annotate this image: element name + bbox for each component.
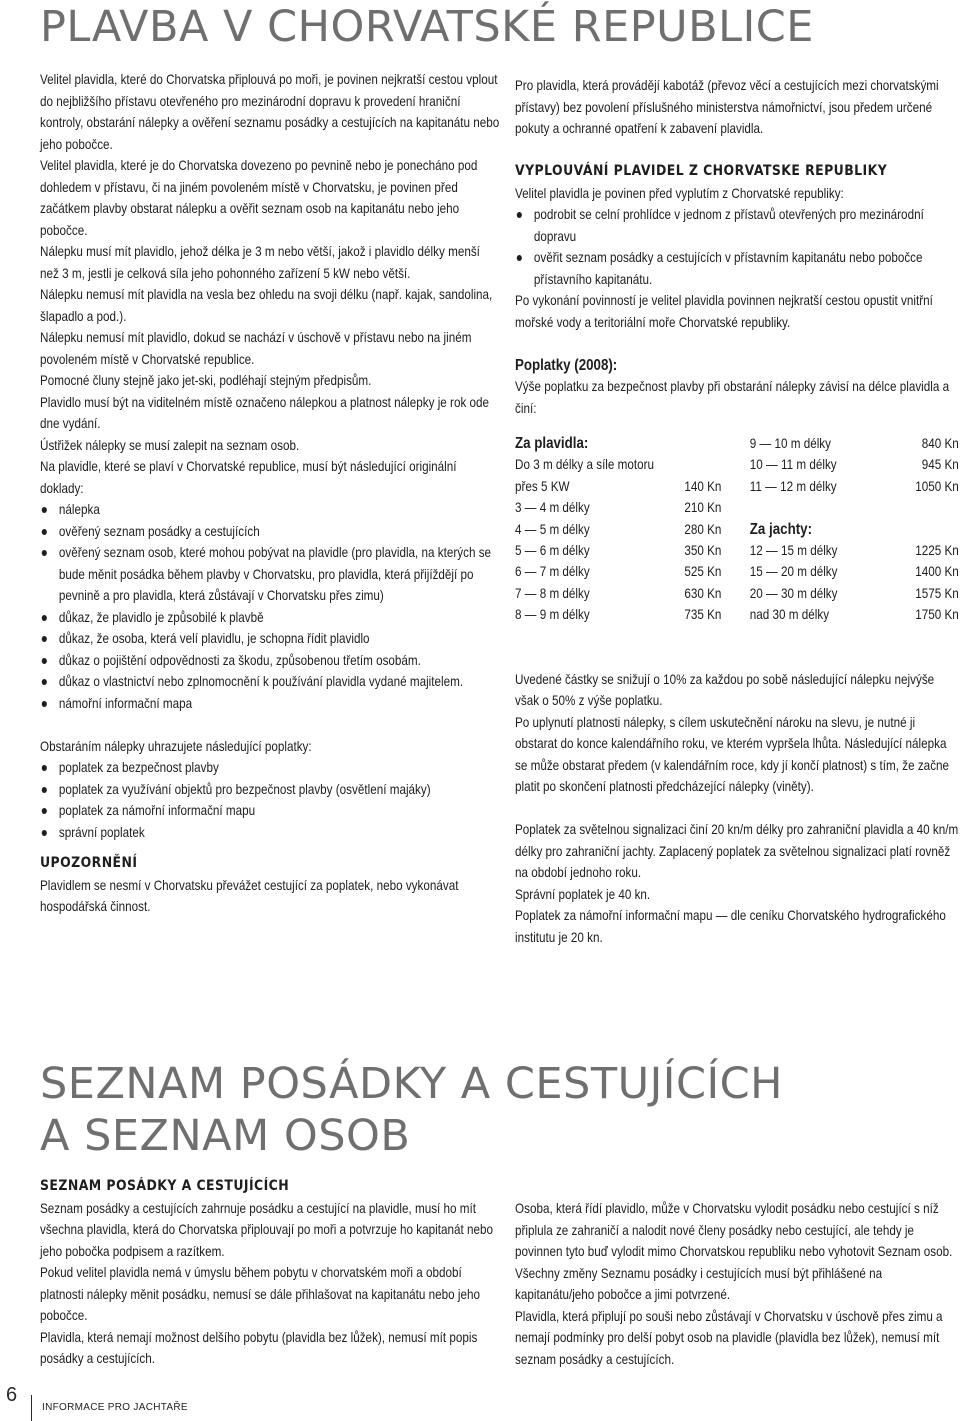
table-cell: 1400 Kn xyxy=(915,564,959,580)
light-signal-paragraph: Poplatek za světelnou signalizaci činí 20 kn/m délky pro zahraniční plavidla a 40 kn/m délky pro zahraniční jachty. Zaplacený poplatek za světelnou signalizaci platí rovněž na období jednoho roku. xyxy=(515,822,959,881)
overland-paragraph: Velitel plavidla, které je do Chorvatska dovezeno po pevnině nebo je ponecháno pod dohledem v přístavu, či na jiném povoleném místě v Chorvatsku, je povinen před začátkem plavby obstarat nálepku a ověřit seznam osob na kapitanátu nebo jeho pobočce. xyxy=(40,158,478,238)
crew-paragraph: Seznam posádky a cestujících zahrnuje posádku a cestující na plavidle, musí ho mít všechna plavidla, která do Chorvatska připlouvají po moři a potvrzuje ho kapitanát nebo jeho pobočka podpisem a razítkem. xyxy=(40,1200,493,1259)
departure-after: Po vykonání povinností je velitel plavidla povinnen nejkratší cestou opustit vnitřní mořské vody a teritoriální moře Chorvatské republiky. xyxy=(515,293,933,330)
crew-paragraph: Pokud velitel plavidla nemá v úmyslu během pobytu v chorvatském moři a období platnosti nálepky měnit posádku, nemusí se dále přihlašovat na kapitanátu nebo jeho pobočce. xyxy=(40,1265,480,1323)
divider xyxy=(31,1395,32,1421)
fees-intro: Obstaráním nálepky uhrazujete následující poplatky: xyxy=(40,738,312,754)
table-cell: 945 Kn xyxy=(921,457,959,473)
table-cell: 1225 Kn xyxy=(915,542,959,558)
table-row xyxy=(515,433,959,454)
documents-intro: Na plavidle, které se plaví v Chorvatské republice, musí být následující originální doklady: xyxy=(40,459,457,496)
table-cell: 5 — 6 m délky xyxy=(515,542,590,558)
right-column xyxy=(515,75,959,948)
departure-heading: VYPLOUVÁNÍ PLAVIDEL Z CHORVATSKE REPUBLIKY xyxy=(515,163,888,179)
list-item: poplatek za využívání objektů pro bezpečnost plavby (osvětlení majáky) xyxy=(40,779,500,801)
sticker-placement-paragraph: Plavidlo musí být na viditelném místě označeno nálepkou a platnost nálepky je rok ode dne vydání. xyxy=(40,394,490,431)
table-cell: Do 3 m délky a síle motoru xyxy=(515,457,655,473)
sticker-stub-paragraph: Ústřižek nálepky se musí zalepit na seznam osob. xyxy=(40,437,300,453)
table-cell: 735 Kn xyxy=(684,607,722,623)
fees-heading: Poplatky (2008): xyxy=(515,356,618,374)
table-cell: 630 Kn xyxy=(684,585,722,601)
crew-paragraph: Osoba, která řídí plavidlo, může v Chorvatsku vylodit posádku nebo cestující s níž připlula ze zahraničí a nalodit nové členy posádky nebo cestující, ale tehdy je povinnen tyto buď vylodit mimo Chorvatskou republiku nebo vyhotovit Seznam osob. Všechny změny Seznamu posádky i cestujících musí být přihlášené na kapitanátu/jeho pobočce a jimi potvrzené. xyxy=(515,1201,953,1302)
list-item: ověřený seznam posádky a cestujících xyxy=(40,521,500,543)
left-column xyxy=(40,69,500,918)
crew-paragraph: Plavidla, která připlují po souši nebo zůstávají v Chorvatsku v úschově přes zimu a nemají podmínky pro delší pobyt osob na plavidle (plavidla bez lůžek), nemusí mít seznam posádky a cestujících. xyxy=(515,1308,943,1367)
auxiliary-boats-paragraph: Pomocné čluny stejně jako jet-ski, podléhají stejným předpisům. xyxy=(40,373,372,388)
table-cell: 6 — 7 m délky xyxy=(515,564,590,580)
fees-list xyxy=(40,757,500,843)
table-cell: 280 Kn xyxy=(684,521,722,537)
section-title xyxy=(40,1058,783,1162)
list-item: poplatek za námořní informační mapu xyxy=(40,800,500,822)
table-cell: 840 Kn xyxy=(921,436,959,451)
table-row xyxy=(515,540,959,561)
crew-right-column xyxy=(515,1198,959,1370)
table-cell: 20 — 30 m délky xyxy=(749,585,838,601)
footer-text: INFORMACE PRO JACHTAŘE xyxy=(42,1402,188,1413)
list-item: nálepka xyxy=(40,499,500,521)
list-item: důkaz, že plavidlo je způsobilé k plavbě xyxy=(40,607,500,629)
list-item: ověřený seznam osob, které mohou pobývat na plavidle (pro plavidla, na kterých se bude měnit posádka během plavby v Chorvatsku, pro plavidla, která přijíždějí po pevnině a pro plavidla, která zůstávají v Chorvatsku přes zimu) xyxy=(40,542,500,607)
list-item: správní poplatek xyxy=(40,822,500,844)
crew-left-column xyxy=(40,1176,500,1370)
table-cell: 1750 Kn xyxy=(915,607,959,623)
table-row xyxy=(515,583,959,604)
map-fee-paragraph: Poplatek za námořní informační mapu — dle ceníku Chorvatského hydrografického institutu je 20 kn. xyxy=(515,908,946,945)
table-cell: 8 — 9 m délky xyxy=(515,607,590,623)
table-cell: nad 30 m délky xyxy=(749,607,830,623)
table-row xyxy=(515,476,959,497)
table-cell: 4 — 5 m délky xyxy=(515,521,590,537)
section-title-line: A SEZNAM OSOB xyxy=(40,1111,411,1161)
table-cell: přes 5 KW xyxy=(515,478,570,494)
table-cell: 525 Kn xyxy=(684,564,722,580)
warning-heading: UPOZORNĚNÍ xyxy=(40,855,138,871)
table-row xyxy=(515,497,959,518)
discount-paragraph: Uvedené částky se snižují o 10% za každou po sobě následující nálepku nejvýše však o 50% z výše poplatku. xyxy=(515,671,935,709)
table-cell: 140 Kn xyxy=(684,478,722,494)
section-title-line: SEZNAM POSÁDKY A CESTUJÍCÍCH xyxy=(40,1059,784,1109)
page-title: PLAVBA V CHORVATSKÉ REPUBLICE xyxy=(40,2,814,52)
list-item: důkaz o vlastnictví nebo zplnomocnění k používání plavidla vydané majitelem. xyxy=(40,671,500,693)
oar-exemption-paragraph: Nálepku nemusí mít plavidla na vesla bez ohledu na svoji délku (např. kajak, sandolina, šlapadlo a pod.). xyxy=(40,287,493,324)
cabotage-paragraph: Pro plavidla, která provádějí kabotáž (převoz věcí a cestujících mezi chorvatskými přístavy) bez povolení příslušného ministerstva námořnictví, jsou předem určené pokuty a ochranné opatření k zabavení plavidla. xyxy=(515,78,939,136)
table-cell: 1575 Kn xyxy=(915,585,959,601)
crew-paragraph: Plavidla, která nemají možnost delšího pobytu (plavidla bez lůžek), nemusí mít popis posádky a cestujících. xyxy=(40,1329,478,1366)
intro-paragraph: Velitel plavidla, které do Chorvatska připlouvá po moři, je povinen nejkratší cestou vplout do nejbližšího přístavu otevřeného pro mezinárodní dopravu k provedení hraniční kontroly, obstarání nálepky a ověření seznamu posádky a cestujících na kapitanátu nebo jeho pobočce. xyxy=(40,72,500,152)
crew-heading: SEZNAM POSÁDKY A CESTUJÍCÍCH xyxy=(40,1178,290,1194)
admin-fee-paragraph: Správní poplatek je 40 kn. xyxy=(515,886,651,902)
table-cell: 10 — 11 m délky xyxy=(749,457,837,473)
table-row xyxy=(515,519,959,540)
table-cell: 12 — 15 m délky xyxy=(749,542,838,558)
list-item: důkaz, že osoba, která velí plavidlu, je schopna řídit plavidlo xyxy=(40,628,500,650)
fees-amount-intro: Výše poplatku za bezpečnost plavby při obstarání nálepky závisí na délce plavidla a činí: xyxy=(515,379,950,416)
fee-table xyxy=(515,433,959,626)
table-cell: 9 — 10 m délky xyxy=(749,436,832,451)
table-row xyxy=(515,561,959,582)
list-item: důkaz o pojištění odpovědnosti za škodu, způsobenou třetím osobám. xyxy=(40,650,500,672)
departure-intro: Velitel plavidla je povinen před vyplutím z Chorvatské republiky: xyxy=(515,185,844,201)
table-cell: 350 Kn xyxy=(684,542,722,558)
table-cell: 1050 Kn xyxy=(915,478,959,494)
vessels-heading: Za plavidla: xyxy=(515,435,589,452)
table-row xyxy=(515,604,959,625)
table-row xyxy=(515,454,959,475)
yachts-heading: Za jachty: xyxy=(749,520,813,538)
page-number: 6 xyxy=(6,1384,18,1406)
warning-text: Plavidlem se nesmí v Chorvatsku převážet cestující za poplatek, nebo vykonávat hospodářská činnost. xyxy=(40,877,459,914)
table-cell: 11 — 12 m délky xyxy=(749,478,837,494)
expiry-paragraph: Po uplynutí platnosti nálepky, s cílem uskutečnění nároku na slevu, je nutné ji obstarat do konce kalendářního roku, ve kterém vypršela lhůta. Následující nálepka se může obstarat předem (v kalendářním roce, kdy jí končí platnost) s tím, že začne platit po skončení platnosti předcházející nálepky (viněty). xyxy=(515,714,950,795)
documents-list xyxy=(40,499,500,714)
table-cell: 7 — 8 m délky xyxy=(515,585,590,601)
table-cell: 3 — 4 m délky xyxy=(515,500,590,516)
list-item: námořní informační mapa xyxy=(40,693,500,715)
sticker-requirement-paragraph: Nálepku musí mít plavidlo, jehož délka je 3 m nebo větší, jakož i plavidlo délky menší než 3 m, jestli je celková síla jeho pohonného zařízení 5 kW nebo větší. xyxy=(40,244,480,281)
list-item: poplatek za bezpečnost plavby xyxy=(40,757,500,779)
departure-list xyxy=(515,204,959,290)
list-item: podrobit se celní prohlídce v jednom z přístavů otevřených pro mezinárodní dopravu xyxy=(515,204,959,247)
list-item: ověřit seznam posádky a cestujících v přístavním kapitanátu nebo pobočce přístavního kapitanátu. xyxy=(515,247,959,290)
table-cell: 15 — 20 m délky xyxy=(749,564,838,580)
table-cell: 210 Kn xyxy=(684,500,722,516)
storage-exemption-paragraph: Nálepku nemusí mít plavidlo, dokud se nachází v úschově v přístavu nebo na jiném povoleném místě v Chorvatské republice. xyxy=(40,330,472,367)
